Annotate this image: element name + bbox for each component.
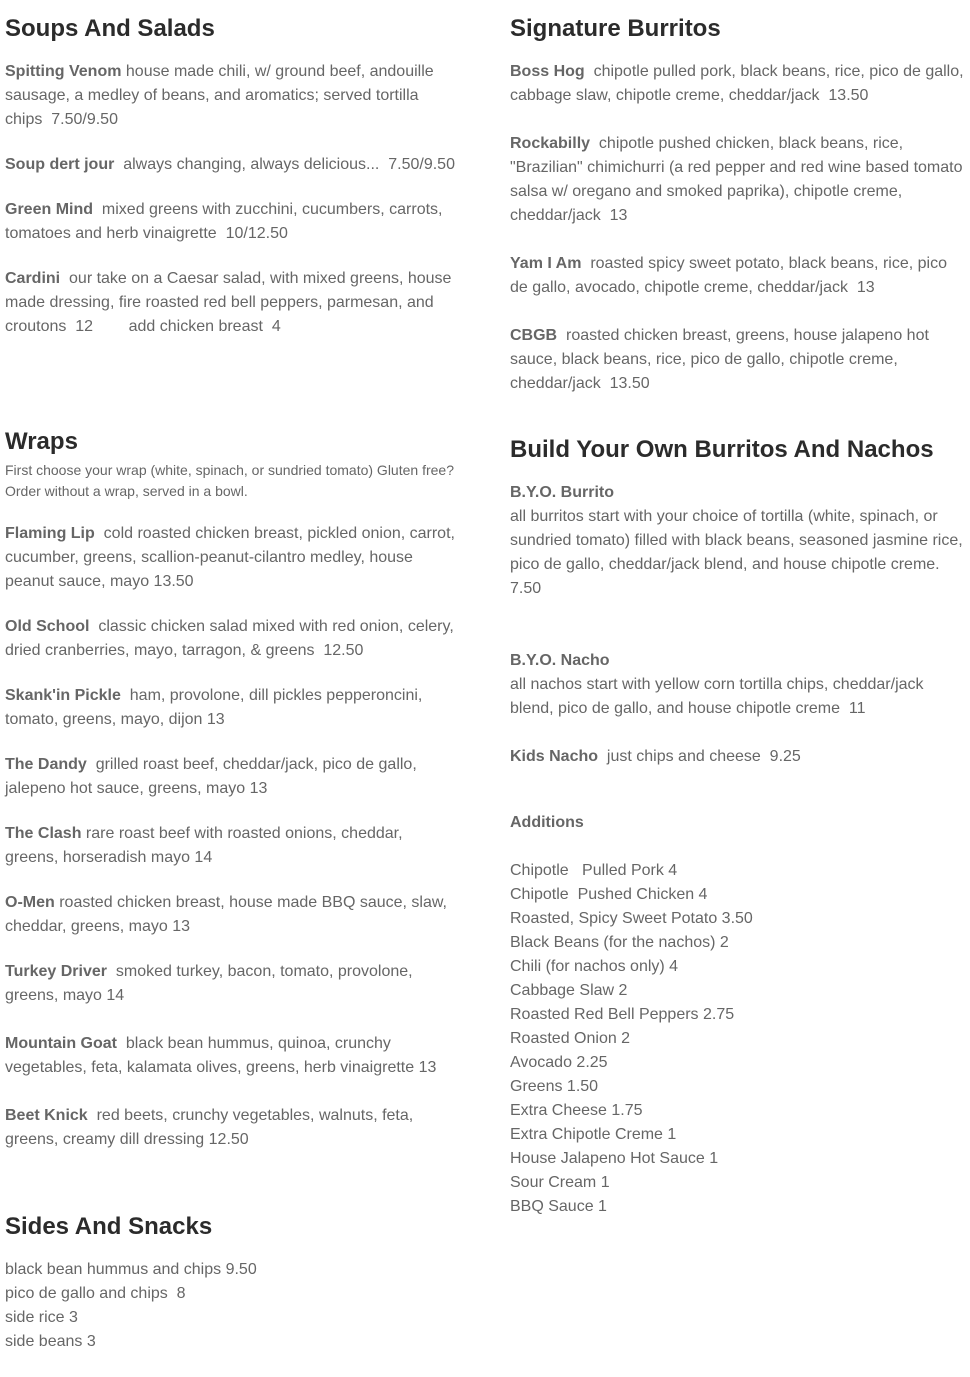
addition-item: Roasted, Spicy Sweet Potato 3.50 bbox=[510, 910, 753, 927]
item-name: O-Men bbox=[5, 894, 55, 911]
item-name: Soup dert jour bbox=[5, 156, 115, 173]
wraps-note: First choose your wrap (white, spinach, or sundried tomato) Gluten free? Order without a wrap, served in a bowl. bbox=[5, 462, 454, 499]
item-name: Rockabilly bbox=[510, 135, 591, 152]
item-description: red beets, crunchy vegetables, walnuts, feta, greens, creamy dill dressing 12.50 bbox=[5, 1107, 418, 1148]
item-description: classic chicken salad mixed with red onion, celery, dried cranberries, mayo, tarragon, & greens 12.50 bbox=[5, 618, 459, 659]
item-name: Beet Knick bbox=[5, 1107, 88, 1124]
item-description: roasted chicken breast, house made BBQ sauce, slaw, cheddar, greens, mayo 13 bbox=[5, 894, 452, 935]
item-description: chipotle pulled pork, black beans, rice, pico de gallo, cabbage slaw, chipotle creme, cheddar/jack 13.50 bbox=[510, 63, 969, 104]
item-name: Boss Hog bbox=[510, 63, 585, 80]
item-name: Skank'in Pickle bbox=[5, 687, 121, 704]
addition-item: Sour Cream 1 bbox=[510, 1174, 610, 1191]
signature-burritos-heading: Signature Burritos bbox=[510, 15, 721, 42]
menu-item bbox=[5, 153, 460, 177]
item-description: chipotle pushed chicken, black beans, rice, "Brazilian" chimichurri (a red pepper and red wine based tomato salsa w/ oregano and smoked paprika), chipotle creme, cheddar/jack 13 bbox=[510, 135, 967, 224]
item-description: mixed greens with zucchini, cucumbers, carrots, tomatoes and herb vinaigrette 10/12.50 bbox=[5, 201, 447, 242]
addition-item: Chipotle Pushed Chicken 4 bbox=[510, 886, 708, 903]
addition-item: Greens 1.50 bbox=[510, 1078, 599, 1095]
side-item: side rice 3 bbox=[5, 1309, 78, 1326]
menu-item bbox=[5, 615, 460, 663]
addition-item: Chili (for nachos only) 4 bbox=[510, 958, 679, 975]
item-name: Kids Nacho bbox=[510, 748, 599, 765]
menu-item bbox=[5, 267, 460, 339]
item-description: cold roasted chicken breast, pickled onion, carrot, cucumber, greens, scallion-peanut-cilantro medley, house peanut sauce, mayo 13.50 bbox=[5, 525, 460, 590]
menu-item bbox=[5, 1104, 460, 1152]
byo-burrito-title bbox=[510, 481, 968, 505]
additions-title: Additions bbox=[510, 814, 584, 831]
item-name: Green Mind bbox=[5, 201, 94, 218]
item-name: Old School bbox=[5, 618, 90, 635]
menu-item bbox=[510, 252, 968, 300]
item-description: grilled roast beef, cheddar/jack, pico de gallo, jalepeno hot sauce, greens, mayo 13 bbox=[5, 756, 422, 797]
addition-item: BBQ Sauce 1 bbox=[510, 1198, 607, 1215]
item-name: CBGB bbox=[510, 327, 558, 344]
menu-item bbox=[5, 522, 460, 594]
item-name: The Clash bbox=[5, 825, 82, 842]
side-item: pico de gallo and chips 8 bbox=[5, 1285, 186, 1302]
addition-item: Extra Cheese 1.75 bbox=[510, 1102, 643, 1119]
soups-salads-heading: Soups And Salads bbox=[5, 15, 215, 42]
item-description: house made chili, w/ ground beef, andouille sausage, a medley of beans, and aromatics; served tortilla chips 7.50/9.50 bbox=[5, 63, 439, 128]
item-name: B.Y.O. Nacho bbox=[510, 652, 610, 669]
addition-item: Roasted Onion 2 bbox=[510, 1030, 631, 1047]
sides-snacks-heading: Sides And Snacks bbox=[5, 1213, 213, 1240]
item-name: Mountain Goat bbox=[5, 1035, 117, 1052]
item-name: Yam I Am bbox=[510, 255, 582, 272]
item-description: just chips and cheese 9.25 bbox=[598, 748, 801, 765]
item-name: B.Y.O. Burrito bbox=[510, 484, 615, 501]
addition-item: Cabbage Slaw 2 bbox=[510, 982, 628, 999]
item-description: rare roast beef with roasted onions, cheddar, greens, horseradish mayo 14 bbox=[5, 825, 407, 866]
item-description: roasted chicken breast, greens, house jalapeno hot sauce, black beans, rice, pico de gallo, chipotle creme, cheddar/jack 13.50 bbox=[510, 327, 934, 392]
menu-item bbox=[510, 324, 968, 396]
addition-item: Black Beans (for the nachos) 2 bbox=[510, 934, 729, 951]
menu-item bbox=[5, 1032, 460, 1080]
additions-heading bbox=[510, 811, 968, 835]
menu-item bbox=[5, 822, 460, 870]
menu-item bbox=[5, 684, 460, 732]
item-description: smoked turkey, bacon, tomato, provolone, greens, mayo 14 bbox=[5, 963, 418, 1004]
menu-item bbox=[5, 198, 460, 246]
addition-item: Extra Chipotle Creme 1 bbox=[510, 1126, 677, 1143]
addition-item: Avocado 2.25 bbox=[510, 1054, 608, 1071]
addition-item: House Jalapeno Hot Sauce 1 bbox=[510, 1150, 719, 1167]
item-name: Flaming Lip bbox=[5, 525, 95, 542]
item-name: Cardini bbox=[5, 270, 61, 287]
byo-burrito-description: all burritos start with your choice of tortilla (white, spinach, or sundried tomato) filled with black beans, seasoned jasmine rice, pico de gallo, cheddar/jack blend, and house chipotle creme. 7.50 bbox=[510, 508, 968, 597]
menu-item bbox=[5, 753, 460, 801]
byo-nacho-title bbox=[510, 649, 968, 673]
addition-item: Chipotle Pulled Pork 4 bbox=[510, 862, 678, 879]
item-name: Turkey Driver bbox=[5, 963, 107, 980]
side-item: black bean hummus and chips 9.50 bbox=[5, 1261, 257, 1278]
addition-item: Roasted Red Bell Peppers 2.75 bbox=[510, 1006, 735, 1023]
item-description: roasted spicy sweet potato, black beans, rice, pico de gallo, avocado, chipotle creme, cheddar/jack 13 bbox=[510, 255, 952, 296]
menu-item bbox=[510, 132, 968, 228]
item-description: our take on a Caesar salad, with mixed greens, house made dressing, fire roasted red bell peppers, parmesan, and croutons 12 add chicken breast 4 bbox=[5, 270, 456, 335]
menu-item bbox=[510, 60, 968, 108]
item-description: always changing, always delicious... 7.50/9.50 bbox=[114, 156, 455, 173]
menu-item bbox=[510, 745, 968, 769]
menu-item bbox=[5, 60, 460, 132]
item-name: Spitting Venom bbox=[5, 63, 122, 80]
byo-heading: Build Your Own Burritos And Nachos bbox=[510, 436, 934, 463]
item-description: black bean hummus, quinoa, crunchy vegetables, feta, kalamata olives, greens, herb vinaigrette 13 bbox=[5, 1035, 437, 1076]
menu-item bbox=[5, 891, 460, 939]
item-description: ham, provolone, dill pickles pepperoncini, tomato, greens, mayo, dijon 13 bbox=[5, 687, 427, 728]
byo-nacho-description: all nachos start with yellow corn tortilla chips, cheddar/jack blend, pico de gallo, and house chipotle creme 11 bbox=[510, 676, 928, 717]
item-name: The Dandy bbox=[5, 756, 87, 773]
wraps-heading: Wraps bbox=[5, 428, 78, 455]
menu-item bbox=[5, 960, 460, 1008]
side-item: side beans 3 bbox=[5, 1333, 96, 1350]
